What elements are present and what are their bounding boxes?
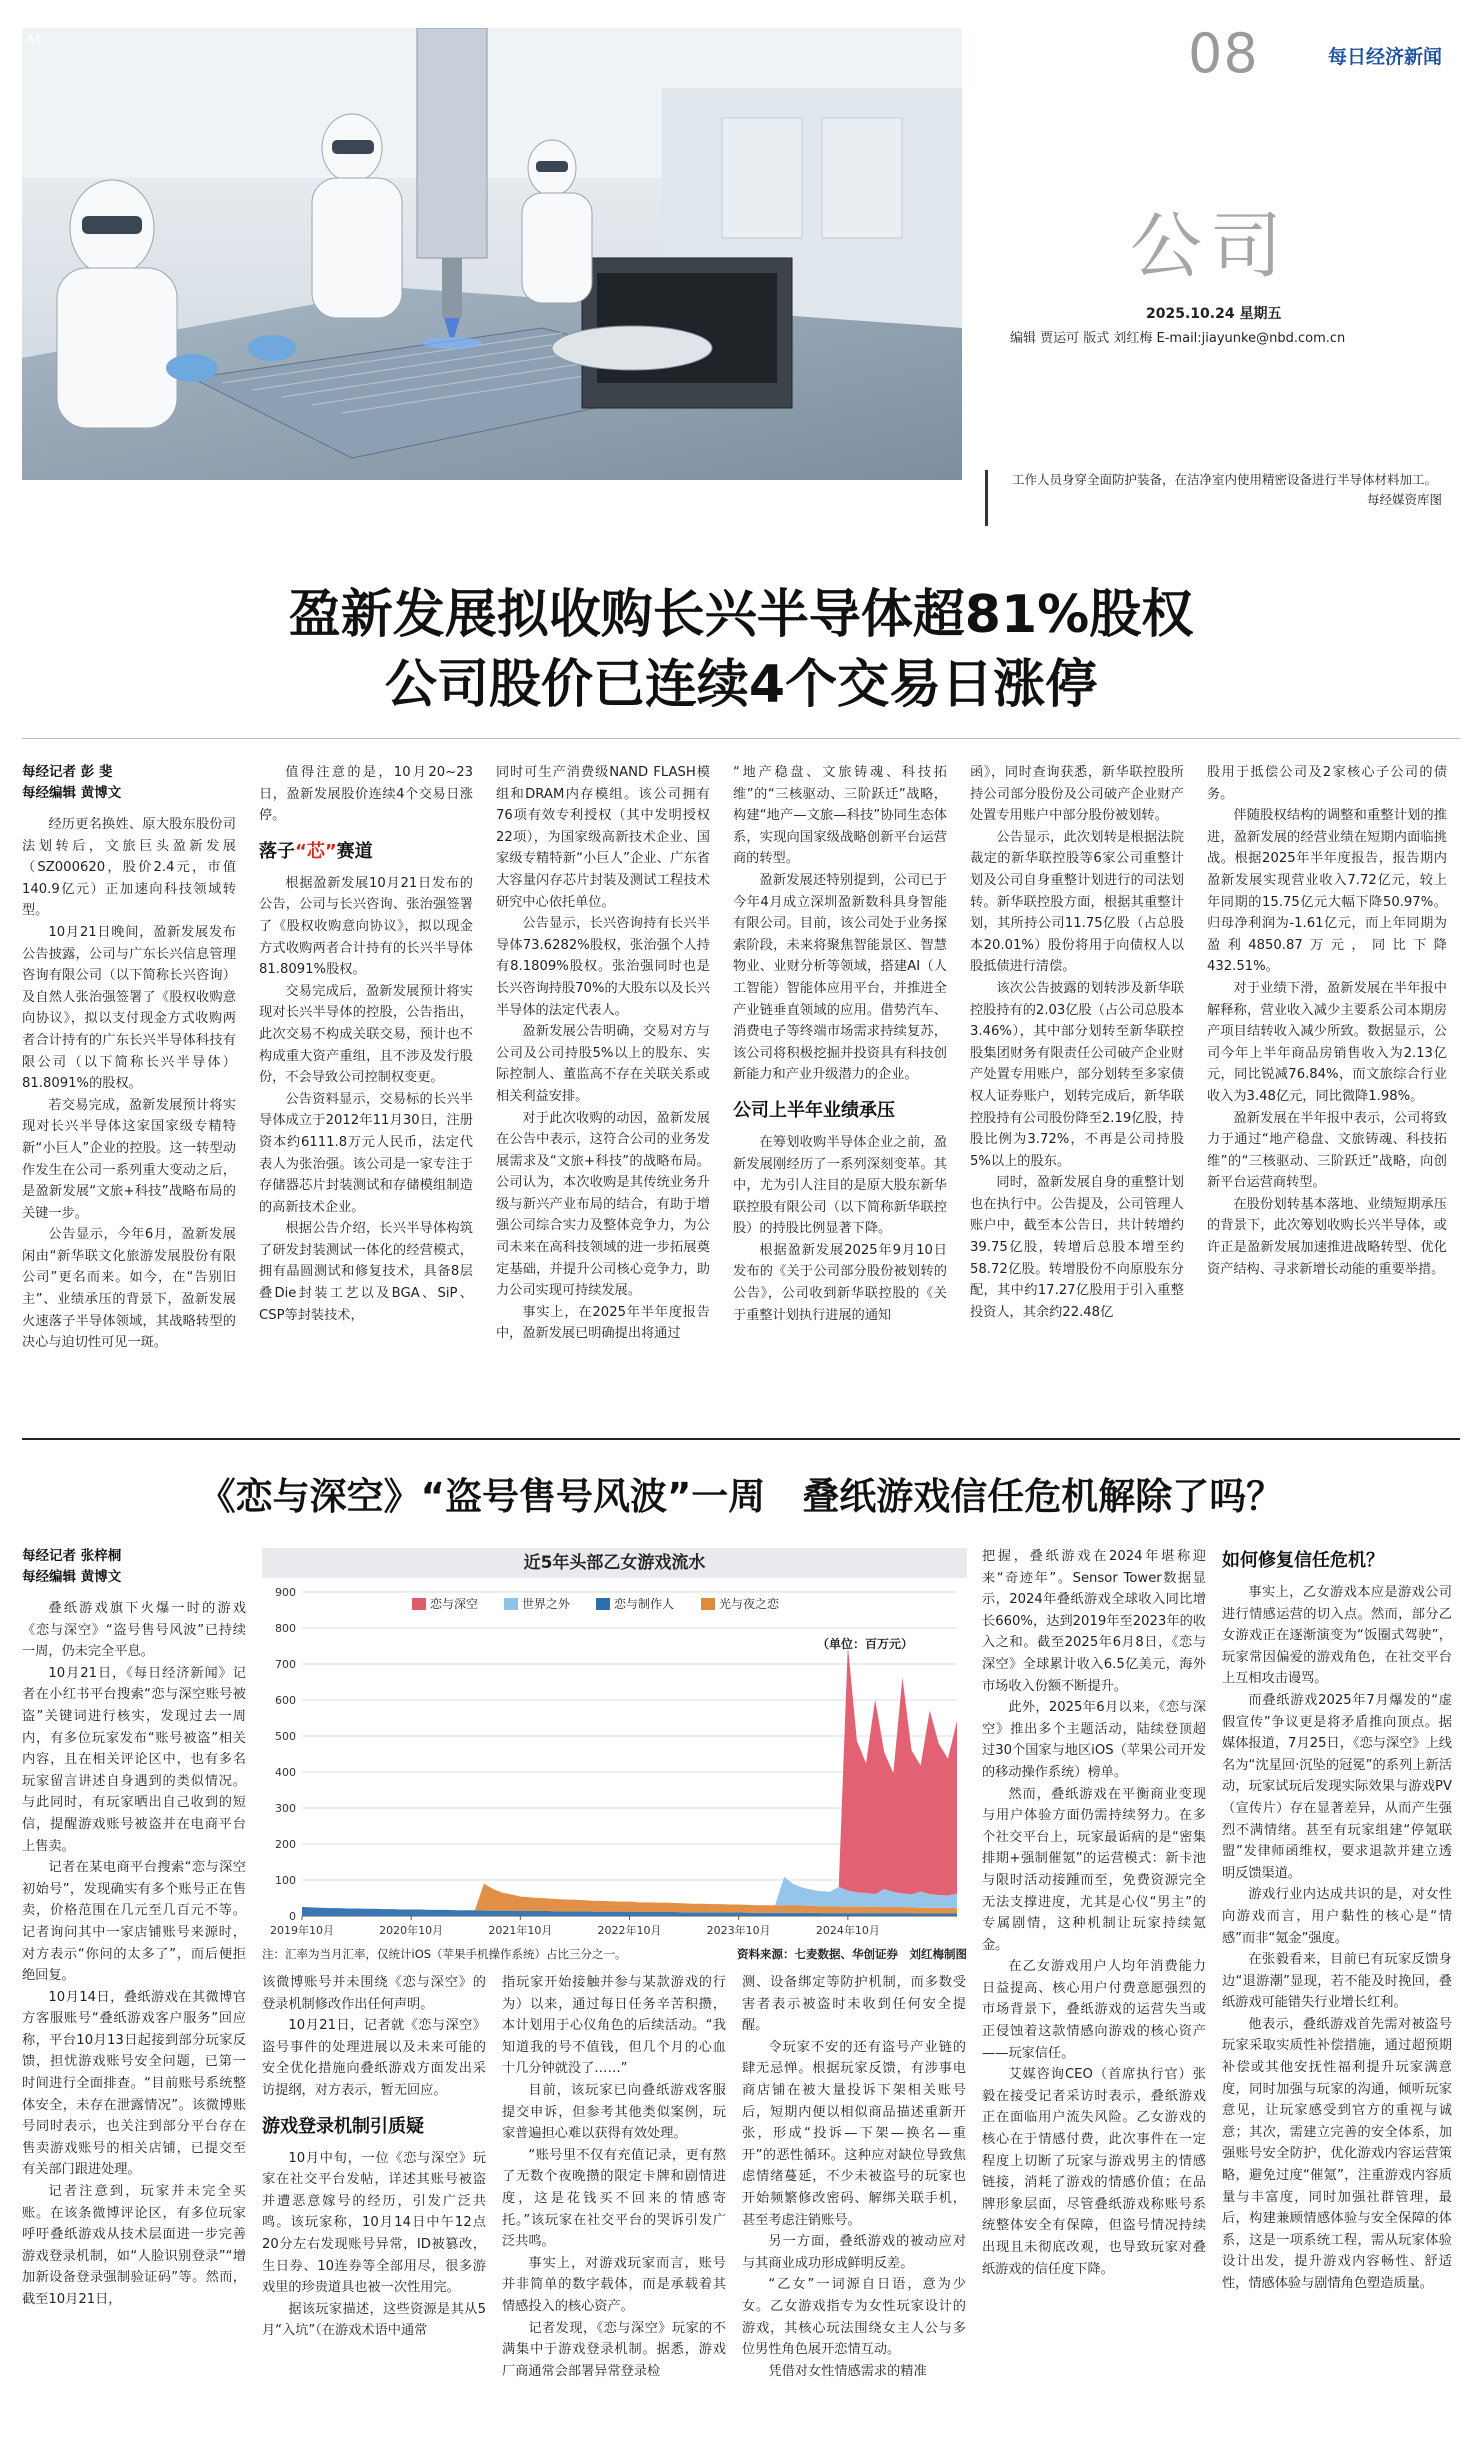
heading-part: 赛道 <box>336 840 373 862</box>
paragraph: 对于业绩下滑，盈新发展在半年报中解释称，营业收入减少主要系公司本期房产项目结转收入减少所致。数据显示，公司今年上半年商品房销售收入为2.13亿元，同比锐减76.84%，而文旅综合行业收入为3.48亿元，同比微降1.98%。 <box>1207 980 1447 1104</box>
paragraph: 游戏行业内达成共识的是，对女性向游戏而言，用户黏性的核心是“情感”而非“氪金”强度。 <box>1222 1887 1452 1946</box>
article1-column-6 <box>1207 762 1447 1422</box>
paragraph: 在乙女游戏用户人均年消费能力日益提高、核心用户付费意愿强烈的市场背景下，叠纸游戏的运营失当或正侵蚀着这款情感向游戏的核心资产——玩家信任。 <box>982 1959 1206 2061</box>
article1-column-4 <box>733 762 947 1422</box>
photo-caption-text: 工作人员身穿全面防护装备，在洁净室内使用精密设备进行半导体材料加工。 <box>1012 472 1438 487</box>
article2-column-1 <box>22 1546 246 2428</box>
chart-ytick-label: 100 <box>275 1874 296 1887</box>
paragraph: 10月21日，《每日经济新闻》记者在小红书平台搜索“恋与深空账号被盗”关键词进行核实，发现过去一周内，有多位玩家发布“账号被盗”相关内容，且在相关评论区中，也有多名玩家留言讲述自身遇到的类似情况。与此同时，有玩家晒出自己收到的短信，提醒游戏账号被盗并在电商平台上售卖。 <box>22 1665 246 1854</box>
photo-caption <box>1012 470 1442 510</box>
article1-title-line2: 公司股价已连续4个交易日涨停 <box>384 655 1098 715</box>
paragraph: 对于此次收购的动因，盈新发展在公告中表示，这符合公司的业务发展需求及“文旅+科技”的战略布局。公司认为，本次收购是其传统业务升级与新兴产业布局的结合，有助于增强公司综合实力及整体竞争力，为公司未来在高科技领域的进一步拓展奠定基础，并提升公司核心竞争力，助力公司实现可持续发展。 <box>496 1110 710 1299</box>
paragraph: “乙女”一词源自日语，意为少女。乙女游戏指专为女性玩家设计的游戏，其核心玩法围绕女主人公与多位男性角色展开恋情互动。 <box>742 2277 966 2358</box>
chart-xtick-label: 2019年10月 <box>270 1924 334 1937</box>
paragraph: 10月21日，记者就《恋与深空》盗号事件的处理进展以及未来可能的安全优化措施向叠纸游戏方面发出采访提纲，对方表示，暂无回应。 <box>262 2018 486 2098</box>
issue-date: 2025.10.24 星期五 <box>1146 306 1282 322</box>
paragraph: 若交易完成，盈新发展预计将实现对长兴半导体这家国家级专精特新“小巨人”企业的控股。这一转型动作发生在公司一系列重大变动之后，是盈新发展“文旅+科技”战略布局的关键一步。 <box>22 1097 236 1221</box>
paragraph: 股用于抵偿公司及2家核心子公司的债务。 <box>1207 765 1447 802</box>
chart-legend-swatch <box>701 1598 715 1610</box>
paragraph: 目前，该玩家已向叠纸游戏客服提交申诉，但参考其他类似案例，玩家普遍担心难以获得有效处理。 <box>502 2082 726 2142</box>
paragraph: 根据盈新发展10月21日发布的公告，公司与长兴咨询、张治强签署了《股权收购意向协议》，拟以现金方式收购两者合计持有的长兴半导体81.8091%股权。 <box>259 875 473 978</box>
paragraph: 在股份划转基本落地、业绩短期承压的背景下，此次筹划收购长兴半导体，或许正是盈新发展加速推进战略转型、优化资产结构、寻求新增长动能的重要举措。 <box>1207 1196 1447 1277</box>
chart-legend-label: 恋与制作人 <box>614 1597 675 1611</box>
article1-column-5 <box>970 762 1184 1422</box>
paragraph: 测、设备绑定等防护机制，而多数受害者表示被盗时未收到任何安全提醒。 <box>742 1975 966 2034</box>
article2-column-5 <box>982 1546 1206 2428</box>
article2-column-3 <box>502 1972 726 2428</box>
article2-column-6 <box>1222 1546 1452 2428</box>
chart-ytick-label: 300 <box>275 1802 296 1815</box>
chart-legend-label: 光与夜之恋 <box>719 1597 780 1611</box>
chart-legend-swatch <box>504 1598 518 1610</box>
paragraph: 函》，同时查询获悉，新华联控股所持公司部分股份及公司破产企业财产处置专用账户中部分股份被划转。 <box>970 765 1184 824</box>
chart-area <box>262 1578 967 1946</box>
chart-ytick-label: 800 <box>275 1622 296 1635</box>
chart-xtick-label: 2024年10月 <box>815 1924 880 1937</box>
paragraph: 盈新发展公告明确，交易对方与公司及公司持股5%以上的股东、实际控制人、董监高不存在关联关系或相关利益安排。 <box>496 1024 710 1104</box>
paragraph: 同时，盈新发展自身的重整计划也在执行中。公告提及，公司管理人账户中，截至本公告日，共计转增约39.75亿股，转增后总股本增至约58.72亿股。转增股份不向原股东分配，其中约17.27亿股用于引入重整投资人，其余约22.48亿 <box>970 1175 1184 1320</box>
chart-ytick-label: 600 <box>275 1694 296 1707</box>
paragraph: 经历更名换姓、原大股东股份司法划转后，文旅巨头盈新发展（SZ000620，股价2.4元，市值140.9亿元）正加速向科技领域转型。 <box>22 817 236 919</box>
article2-reporter: 每经记者 张梓桐 <box>22 1548 122 1564</box>
corner-mark: A1 <box>26 32 42 46</box>
paragraph: 10月14日，叠纸游戏在其微博官方客服账号“叠纸游戏客户服务”回应称，平台10月13日起接到部分玩家反馈，担忧游戏账号安全问题，已第一时间进行全面排查。“目前账号系统整体安全，未存在泄露情况”。该微博账号同时表示，也关注到部分平台存在售卖游戏账号的相关店铺，已提交至有关部门跟进处理。 <box>22 1989 246 2178</box>
article1-reporter: 每经记者 彭 斐 <box>22 764 113 780</box>
paragraph: 同时可生产消费级NAND FLASH模组和DRAM内存模组。该公司拥有76项有效专利授权（其中发明授权22项），为国家级高新技术企业、国家级专精特新“小巨人”企业、广东省大容量闪存芯片封装及测试工程技术研究中心依托单位。 <box>496 765 710 910</box>
article2-column-2 <box>262 1972 486 2428</box>
article1-column-1 <box>22 762 236 1422</box>
chart-ytick-label: 700 <box>275 1658 296 1671</box>
article1-column-2 <box>259 762 473 1422</box>
caption-marker <box>985 470 988 526</box>
chart-xtick-label: 2020年10月 <box>379 1924 444 1937</box>
paragraph: 另一方面，叠纸游戏的被动应对与其商业成功形成鲜明反差。 <box>742 2234 966 2271</box>
paragraph: 该微博账号并未围绕《恋与深空》的登录机制修改作出任何声明。 <box>262 1975 486 2012</box>
article1-editor: 每经编辑 黄博文 <box>22 785 122 801</box>
paragraph: 记者发现，《恋与深空》玩家的不满集中于游戏登录机制。据悉，游戏厂商通常会部署异常登录检 <box>502 2320 726 2379</box>
chart-legend-label: 世界之外 <box>522 1597 571 1611</box>
chart-legend-swatch <box>412 1598 426 1610</box>
chart-legend-label: 恋与深空 <box>430 1597 479 1611</box>
paragraph: 记者注意到，玩家并未完全买账。在该条微博评论区，有多位玩家呼吁叠纸游戏从技术层面进一步完善游戏登录机制，如“人脸识别登录”“增加新设备登录强制验证码”等。然而，截至10月21日， <box>22 2184 246 2307</box>
section-heading-login: 游戏登录机制引质疑 <box>262 2115 424 2137</box>
chart-ytick-label: 400 <box>275 1766 296 1779</box>
section-heading-chip-track <box>259 837 473 867</box>
chart-xtick-label: 2023年10月 <box>706 1924 771 1937</box>
paragraph: 把握，叠纸游戏在2024年堪称迎来“奇迹年”。Sensor Tower数据显示，2024年叠纸游戏全球收入同比增长660%，达到2019年至2023年的收入之和。截至2025年6月8日，《恋与深空》全球累计收入6.5亿美元，海外市场收入份额不断提升。 <box>982 1549 1206 1694</box>
paragraph: 据该玩家描述，这些资源是其从5月“入坑”（在游戏术语中通常 <box>262 2301 486 2339</box>
article2-column-4 <box>742 1972 966 2428</box>
article1-column-3 <box>496 762 710 1422</box>
paragraph: 公告显示，今年6月，盈新发展闲由“新华联文化旅游发展股份有限公司”更名而来。如今，在“告别旧主”、业绩承压的背景下，盈新发展火速落子半导体领域，其战略转型的决心与迫切性可见一斑。 <box>22 1227 236 1351</box>
paragraph: 值得注意的是，10月20~23日，盈新发展股价连续4个交易日涨停。 <box>259 765 473 824</box>
cleanroom-photo-illustration <box>22 28 962 480</box>
chart-ytick-label: 0 <box>289 1910 296 1923</box>
paragraph: 公告显示，长兴咨询持有长兴半导体73.6282%股权，张治强个人持有8.1809%股权。张治强同时也是长兴咨询持股70%的大股东以及长兴半导体的法定代表人。 <box>496 916 710 1018</box>
article1-title-line1: 盈新发展拟收购长兴半导体超81%股权 <box>288 585 1194 645</box>
chart-title: 近5年头部乙女游戏流水 <box>262 1548 967 1578</box>
paragraph: 事实上，乙女游戏本应是游戏公司进行情感运营的切入点。然而，部分乙女游戏正在逐渐演变为“饭圈式驾驶”，玩家常因偏爱的游戏角色，在社交平台上互相攻击谩骂。 <box>1222 1585 1452 1687</box>
chart-svg <box>262 1578 967 1946</box>
chart-series-area <box>302 1646 957 1911</box>
paragraph: 伴随股权结构的调整和重整计划的推进，盈新发展的经营业绩在短期内面临挑战。根据2025年半年度报告，报告期内盈新发展实现营业收入7.72亿元，较上年同期的15.75亿元大幅下降50.97%。归母净利润为-1.61亿元，而上年同期为盈利4850.87万元，同比下降432.51%。 <box>1207 808 1447 975</box>
article1-headline <box>0 580 1482 720</box>
paragraph: 指玩家开始接触并参与某款游戏的行为）以来，通过每日任务辛苦积攒，本计划用于心仪角色的后续活动。“我知道我的号不值钱，但几个月的心血十几分钟就没了……” <box>502 1975 726 2077</box>
paragraph: 事实上，对游戏玩家而言，账号并非简单的数字载体，而是承载着其情感投入的核心资产。 <box>502 2255 726 2314</box>
chart-unit-label: （单位：百万元） <box>817 1637 914 1651</box>
paragraph: 事实上，在2025年半年度报告中，盈新发展已明确提出将通过 <box>496 1304 710 1342</box>
paragraph: 该次公告披露的划转涉及新华联控股持有的2.03亿股（占公司总股本3.46%），其中部分划转至新华联控股集团财务有限责任公司破产企业财产处置专用账户，部分划转至多家债权人证券账户，划转完成后，新华联控股持有公司股份降至2.19亿股，持股比例为3.72%，不再是公司持股5%以上的股东。 <box>970 980 1184 1169</box>
paragraph: 盈新发展在半年报中表示，公司将致力于通过“地产稳盘、文旅铸魂、科技拓维”的“三核驱动、三阶跃迁”战略，向创新平台运营商转型。 <box>1207 1110 1447 1191</box>
paragraph: 在张毅看来，目前已有玩家反馈身边“退游潮”显现，若不能及时挽回，叠纸游戏可能错失行业增长红利。 <box>1222 1952 1452 2011</box>
chart-source: 资料来源：七麦数据、华创证券 刘红梅制图 <box>737 1947 967 1961</box>
page-number: 08 <box>1188 22 1259 85</box>
paragraph: 叠纸游戏旗下火爆一时的游戏《恋与深空》“盗号售号风波”已持续一周，仍未完全平息。 <box>22 1601 246 1660</box>
paragraph: 公告资料显示，交易标的长兴半导体成立于2012年11月30日，注册资本约6111.8万元人民币，法定代表人为张治强。该公司是一家专注于存储器芯片封装测试和存储模组制造的高新技术企业。 <box>259 1091 473 1215</box>
paragraph: 交易完成后，盈新发展预计将实现对长兴半导体的控股，公告指出，此次交易不构成关联交易，预计也不构成重大资产重组，且不涉及发行股份，不会导致公司控制权变更。 <box>259 983 473 1086</box>
section-heading-performance: 公司上半年业绩承压 <box>733 1099 895 1121</box>
paragraph: 凭借对女性情感需求的精准 <box>768 2363 927 2379</box>
chart-xtick-label: 2022年10月 <box>597 1924 662 1937</box>
paragraph: 盈新发展还特别提到，公司已于今年4月成立深圳盈新数科具身智能有限公司。目前，该公司处于业务探索阶段，未来将聚焦智能景区、智慧物业、业财分析等领域，搭建AI（人工智能）智能体应用平台，并推进全产业链垂直领域的应用。借势汽车、消费电子等终端市场需求持续复苏，该公司将积极挖掘并投资具有科技创新能力和产业升级潜力的企业。 <box>733 872 947 1083</box>
paragraph: 根据盈新发展2025年9月10日发布的《关于公司部分股份被划转的公告》，公司收到新华联控股的《关于重整计划执行进展的通知 <box>733 1242 947 1323</box>
paragraph: 艾媒咨询CEO（首席执行官）张毅在接受记者采访时表示，叠纸游戏正在面临用户流失风险。乙女游戏的核心在于情感付费，此次事件在一定程度上切断了玩家与游戏男主的情感链接，消耗了游戏的情感价值；在品牌形象层面，尽管叠纸游戏称账号系统整体安全有保障，但盗号情况持续出现且未彻底改观，也导致玩家对叠纸游戏的信任度下降。 <box>982 2067 1206 2277</box>
chart-legend-swatch <box>596 1598 610 1610</box>
paragraph: 此外，2025年6月以来，《恋与深空》推出多个主题活动，陆续登顶超过30个国家与地区iOS（苹果公司开发的移动操作系统）榜单。 <box>982 1700 1206 1780</box>
chart-note: 注：汇率为当月汇率，仅统计iOS（苹果手机操作系统）占比三分之一。 <box>262 1947 627 1961</box>
paragraph: 公告显示，此次划转是根据法院裁定的新华联控股等6家公司重整计划及公司自身重整计划进行的司法划转。新华联控股方面，根据其重整计划，其所持公司11.75亿股（占总股本20.01%）股份将用于向债权人以股抵债进行清偿。 <box>970 829 1184 975</box>
section-divider <box>22 1438 1460 1440</box>
chart-ytick-label: 900 <box>275 1586 296 1599</box>
chart-xtick-label: 2021年10月 <box>488 1924 553 1937</box>
article1-top-rule <box>22 738 1460 739</box>
chart-ytick-label: 200 <box>275 1838 296 1851</box>
editor-line: 编辑 贾运可 版式 刘红梅 E-mail:jiayunke@nbd.com.cn <box>1010 331 1346 346</box>
paragraph: 10月中旬，一位《恋与深空》玩家在社交平台发帖，详述其账号被盗并遭恶意嫁号的经历，引发广泛共鸣。该玩家称，10月14日中午12点20分左右发现账号异常，ID被篡改，生日券、10连券等全部用尽，很多游戏里的珍贵道具也被一次性用完。 <box>262 2150 486 2296</box>
paper-name: 每日经济新闻 <box>1328 46 1443 68</box>
article2-headline: 《恋与深空》“盗号售号风波”一周 叠纸游戏信任危机解除了吗？ <box>198 1475 1284 1518</box>
paragraph: “账号里不仅有充值记录，更有熬了无数个夜晚攒的限定卡牌和剧情进度，这是花钱买不回来的情感寄托。”该玩家在社交平台的哭诉引发广泛共鸣。 <box>502 2147 726 2250</box>
paragraph: 而叠纸游戏2025年7月爆发的“虚假宣传”争议更是将矛盾推向顶点。据媒体报道，7月25日，《恋与深空》上线名为“沈星回·沉坠的冠冕”的系列上新活动，玩家试玩后发现实际效果与游戏PV（宣传片）存在显著差异，从而产生强烈不满情绪。甚至有玩家组建“停氪联盟”发律师函维权，要求退款并建立透明反馈渠道。 <box>1222 1692 1452 1881</box>
lead-photo <box>22 28 962 480</box>
paragraph: 记者在某电商平台搜索“恋与深空初始号”，发现确实有多个账号正在售卖，价格范围在几元至几百元不等。记者询问其中一家店铺账号来源时，对方表示“你问的太多了”，而后便拒绝回复。 <box>22 1860 246 1984</box>
paragraph: 然而，叠纸游戏在平衡商业变现与用户体验方面仍需持续努力。在多个社交平台上，玩家最诟病的是“密集排期+强制催氪”的运营模式：新卡池与限时活动接踵而至，免费资源完全无法支撑进度，尤其是心仪“男主”的专属剧情，这种机制让玩家持续氪金。 <box>982 1786 1206 1953</box>
paragraph: 根据公告介绍，长兴半导体构筑了研发封装测试一体化的经营模式，拥有晶圆测试和修复技术，具备8层叠Die封装工艺以及BGA、SiP、CSP等封装技术， <box>259 1221 473 1323</box>
article2-editor: 每经编辑 黄博文 <box>22 1569 122 1585</box>
paragraph: “地产稳盘、文旅铸魂、科技拓维”的“三核驱动、三阶跃迁”战略，构建“地产—文旅—科技”协同生态体系，实现向国家级战略创新平台运营商的转型。 <box>733 765 947 867</box>
chart-ytick-label: 500 <box>275 1730 296 1743</box>
heading-part: 落子 <box>259 840 295 862</box>
paragraph: 他表示，叠纸游戏首先需对被盗号玩家采取实质性补偿措施，通过超预期补偿或其他安抚性福利提升玩家满意度，同时加强与玩家的沟通，倾听玩家意见，让玩家感受到官方的重视与诚意；其次，需建立完善的安全体系，加强账号安全防护，优化游戏内容运营策略，避免过度“催氪”，注重游戏内容质量与丰富度，同时加强社群管理，最后，构建兼顾情感体验与安全保障的体系，这是一项系统工程，需从玩家体验设计出发，提升游戏内容畅性、舒适性，情感体验与剧情角色塑造质量。 <box>1222 2016 1452 2291</box>
section-category: 公司 <box>1130 204 1291 288</box>
section-heading-trust: 如何修复信任危机？ <box>1222 1550 1384 1571</box>
photo-credit: 每经媒资库图 <box>1366 492 1442 507</box>
paragraph: 令玩家不安的还有盗号产业链的肆无忌惮。根据玩家反馈，有涉事电商店铺在被大量投诉下架相关账号后，短期内便以相似商品描述重新开张，形成“投诉—下架—换名—重开”的恶性循环。这种应对缺位导致焦虑情绪蔓延，不少未被盗号的玩家也开始频繁修改密码、解绑关联手机，甚至考虑注销账号。 <box>742 2039 966 2228</box>
heading-accent: “芯” <box>295 840 337 862</box>
paragraph: 在筹划收购半导体企业之前，盈新发展刚经历了一系列深刻变革。其中，尤为引人注目的是原大股东新华联控股有限公司（以下简称新华联控股）的持股比例显著下降。 <box>733 1134 947 1237</box>
chart-footer <box>262 1946 967 1962</box>
paragraph: 10月21日晚间，盈新发展发布公告披露，公司与广东长兴信息管理咨询有限公司（以下简称长兴咨询）及自然人张治强签署了《股权收购意向协议》，拟以支付现金方式收购两者合计持有的广东长兴半导体科技有限公司（以下简称长兴半导体）81.8091%的股权。 <box>22 924 236 1092</box>
